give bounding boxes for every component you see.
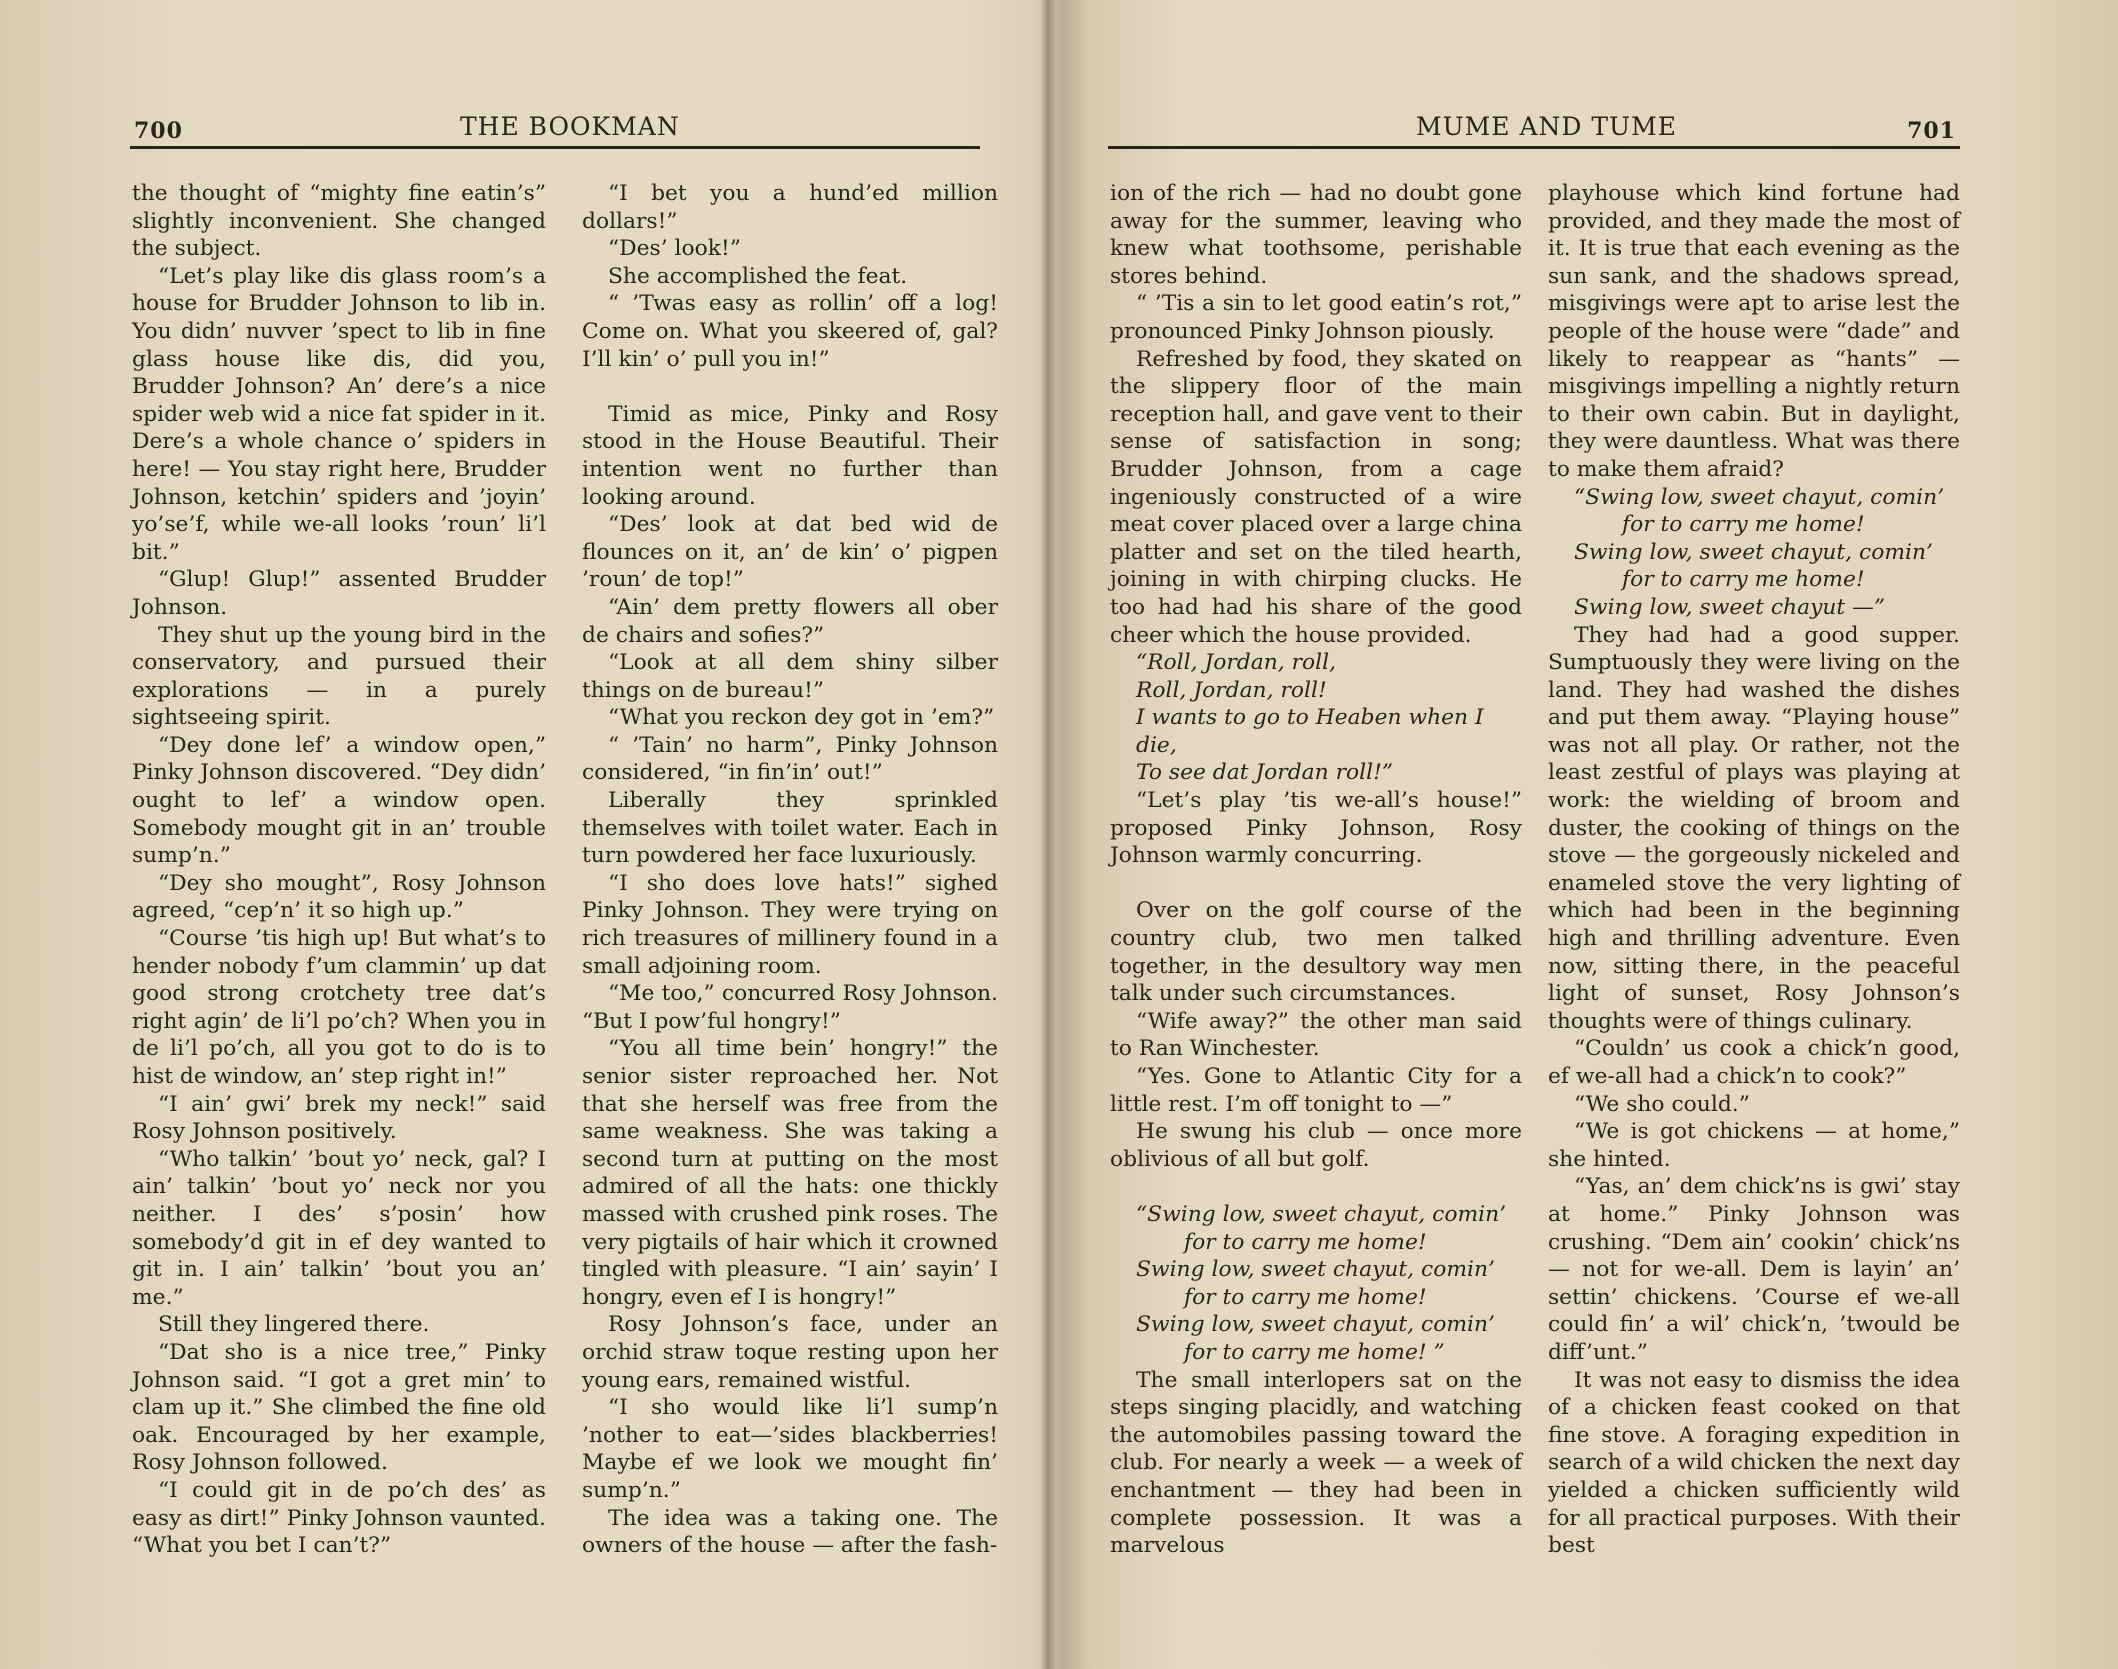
paragraph: “You all time bein’ hongry!” the senior sister reproached her. Not that she herself was free from the same weakness. She was taking a second turn at putting on the most admired of all the hats: one thickly massed with crushed pink roses. The very pigtails of hair which it crowned tingled with pleasure. “I ain’ sayin’ I hongry, even ef I is hongry!” xyxy=(582,1036,998,1310)
paragraph: “Glup! Glup!” assented Brudder Johnson. xyxy=(132,567,546,620)
verse-line: To see dat Jordan roll!” xyxy=(1136,760,1394,786)
verse-line: Swing low, sweet chayut, comin’ xyxy=(1136,1312,1495,1338)
paragraph: ion of the rich — had no doubt gone away for the summer, leaving who knew what toothsome, perishable stores behind. xyxy=(1110,181,1522,289)
paragraph: “We sho could.” xyxy=(1574,1091,1750,1117)
paragraph: “ ’Tis a sin to let good eatin’s rot,” pronounced Pinky Johnson piously. xyxy=(1110,291,1522,344)
paragraph: “Let’s play ’tis we-all’s house!” proposed Pinky Johnson, Rosy Johnson warmly concurring. xyxy=(1110,788,1522,869)
verse-line: “Swing low, sweet chayut, comin’ xyxy=(1574,484,1945,510)
paragraph: Liberally they sprinkled themselves with toilet water. Each in turn powdered her face luxuriously. xyxy=(582,788,998,869)
text-column xyxy=(582,180,998,1560)
paragraph: They shut up the young bird in the conservatory, and pursued their explorations — in a purely sightseeing spirit. xyxy=(132,622,546,731)
verse-block xyxy=(1548,484,1960,622)
paragraph: “Des’ look at dat bed wid de flounces on it, an’ de kin’ o’ pigpen ’roun’ de top!” xyxy=(582,512,998,593)
verse-line: for to carry me home! xyxy=(1622,567,1865,593)
text-column xyxy=(132,180,546,1560)
section-break xyxy=(1110,1173,1522,1201)
paragraph: The small interlopers sat on the steps singing placidly, and watching the automobiles passing toward the club. For nearly a week — a week of enchantment — they had been in complete possession. It was a marvelous xyxy=(1110,1367,1522,1559)
verse-line: for to carry me home! xyxy=(1622,512,1865,538)
paragraph: “Me too,” concurred Rosy Johnson. “But I pow’ful hongry!” xyxy=(582,981,998,1034)
verse-line: for to carry me home! xyxy=(1184,1284,1427,1310)
page-number: 701 xyxy=(1907,118,1956,144)
paragraph: “I could git in de po’ch des’ as easy as dirt!” Pinky Johnson vaunted. “What you bet I can’t?” xyxy=(132,1477,546,1559)
paragraph: She accomplished the feat. xyxy=(608,263,908,289)
paragraph: “I sho would like li’l sump’n ’nother to eat—’sides blackberries! Maybe ef we look we mought fin’ sump’n.” xyxy=(582,1395,998,1503)
left-page xyxy=(130,0,998,1669)
paragraph: “Yas, an’ dem chick’ns is gwi’ stay at home.” Pinky Johnson was crushing. “Dem ain’ cookin’ chick’ns — not for we-all. Dem is layin’ an’ settin’ chickens. ’Course ef we-all could fin’ a wil’ chick’n, ’twould be diff’unt.” xyxy=(1548,1174,1960,1365)
paragraph: “Yes. Gone to Atlantic City for a little rest. I’m off tonight to —” xyxy=(1110,1064,1522,1117)
paragraph: “I sho does love hats!” sighed Pinky Johnson. They were trying on rich treasures of millinery found in a small adjoining room. xyxy=(582,870,998,979)
verse-line: Swing low, sweet chayut, comin’ xyxy=(1136,1257,1495,1283)
right-page xyxy=(1108,0,1960,1669)
verse-block xyxy=(1110,649,1522,787)
running-title: THE BOOKMAN xyxy=(460,112,680,141)
paragraph: playhouse which kind fortune had provided, and they made the most of it. It is true that each evening as the sun sank, and the shadows spread, misgivings were apt to arise lest the people of the house were “dade” and likely to reappear as “hants” — misgivings impelling a nightly return to their own cabin. But in daylight, they were dauntless. What was there to make them afraid? xyxy=(1548,181,1960,482)
paragraph: “Dat sho is a nice tree,” Pinky Johnson said. “I got a gret min’ to clam up it.” She climbed the fine old oak. Encouraged by her example, Rosy Johnson followed. xyxy=(132,1339,546,1476)
verse-line: Swing low, sweet chayut —” xyxy=(1574,594,1886,620)
paragraph: “Course ’tis high up! But what’s to hender nobody f’um clammin’ up dat good strong crotchety tree dat’s right agin’ de li’l po’ch? When you in de li’l po’ch, all you got to do is to hist de window, an’ step right in!” xyxy=(132,926,546,1089)
paragraph: Rosy Johnson’s face, under an orchid straw toque resting upon her young ears, remained wistful. xyxy=(582,1312,998,1393)
running-title: MUME AND TUME xyxy=(1416,112,1677,141)
verse-line: “Swing low, sweet chayut, comin’ xyxy=(1136,1201,1507,1227)
page-number: 700 xyxy=(134,118,183,144)
paragraph: They had had a good supper. Sumptuously they were living on the land. They had washed the dishes and put them away. “Playing house” was not all play. Or rather, not the least zestful of plays was playing at work: the wielding of broom and duster, the cooking of things on the stove — the gorgeously nickeled and enameled stove the very lighting of which had been in the beginning high and thrilling adventure. Even now, sitting there, in the peaceful light of sunset, Rosy Johnson’s thoughts were of things culinary. xyxy=(1548,622,1960,1034)
paragraph: “Des’ look!” xyxy=(608,236,741,262)
paragraph: “Ain’ dem pretty flowers all ober de chairs and sofies?” xyxy=(582,594,998,648)
verse-line: “Roll, Jordan, roll, xyxy=(1136,650,1337,676)
paragraph: “What you reckon dey got in ’em?” xyxy=(608,705,995,731)
paragraph: the thought of “mighty fine eatin’s” slightly inconvenient. She changed the subject. xyxy=(132,181,546,262)
paragraph: Timid as mice, Pinky and Rosy stood in the House Beautiful. Their intention went no further than looking around. xyxy=(582,401,998,510)
verse-line: Roll, Jordan, roll! xyxy=(1136,677,1327,703)
paragraph: Still they lingered there. xyxy=(158,1312,430,1338)
verse-block xyxy=(1110,1201,1522,1367)
header-rule xyxy=(1108,146,1960,149)
section-break xyxy=(582,373,998,401)
text-column xyxy=(1548,180,1960,1560)
paragraph: “I ain’ gwi’ brek my neck!” said Rosy Johnson positively. xyxy=(132,1091,546,1145)
text-column xyxy=(1110,180,1522,1560)
paragraph: “I bet you a hund’ed million dollars!” xyxy=(582,181,998,234)
verse-line: for to carry me home! ” xyxy=(1184,1339,1445,1365)
paragraph: He swung his club — once more oblivious of all but golf. xyxy=(1110,1119,1522,1172)
paragraph: “Who talkin’ ’bout yo’ neck, gal? I ain’ talkin’ ’bout yo’ neck nor you neither. I des’ s’posin’ how somebody’d git in ef dey wanted to git in. I ain’ talkin’ ’bout you an’ me.” xyxy=(132,1146,546,1310)
paragraph: “ ’Tain’ no harm”, Pinky Johnson considered, “in fin’in’ out!” xyxy=(582,732,998,786)
paragraph: “Dey sho mought”, Rosy Johnson agreed, “cep’n’ it so high up.” xyxy=(132,870,546,924)
paragraph: “Dey done lef’ a window open,” Pinky Johnson discovered. “Dey didn’ ought to lef’ a window open. Somebody mought git in an’ trouble sump’n.” xyxy=(132,732,546,869)
paragraph: Refreshed by food, they skated on the slippery floor of the main reception hall, and gave vent to their sense of satisfaction in song; Brudder Johnson, from a cage ingeniously constructed of a wire meat cover placed over a large china platter and set on the tiled hearth, joining in with chirping clucks. He too had had his share of the good cheer which the house provided. xyxy=(1110,346,1522,648)
section-break xyxy=(1110,870,1522,898)
verse-line: I wants to go to Heaben when I die, xyxy=(1136,705,1484,758)
paragraph: “Look at all dem shiny silber things on de bureau!” xyxy=(582,650,998,703)
paragraph: “Couldn’ us cook a chick’n good, ef we-all had a chick’n to cook?” xyxy=(1548,1036,1960,1089)
paragraph: “We is got chickens — at home,” she hinted. xyxy=(1548,1119,1960,1172)
paragraph: The idea was a taking one. The owners of the house — after the fash- xyxy=(582,1505,998,1559)
paragraph: “Wife away?” the other man said to Ran Winchester. xyxy=(1110,1008,1522,1062)
paragraph: It was not easy to dismiss the idea of a chicken feast cooked on that fine stove. A foraging expedition in search of a wild chicken the next day yielded a chicken sufficiently wild for all practical purposes. With their best xyxy=(1548,1367,1960,1559)
header-rule xyxy=(130,146,980,149)
verse-line: Swing low, sweet chayut, comin’ xyxy=(1574,539,1933,565)
paragraph: Over on the golf course of the country club, two men talked together, in the desultory way men talk under such circumstances. xyxy=(1110,898,1522,1007)
book-gutter xyxy=(1040,0,1056,1669)
paragraph: “ ’Twas easy as rollin’ off a log! Come on. What you skeered of, gal? I’ll kin’ o’ pull you in!” xyxy=(582,291,998,372)
verse-line: for to carry me home! xyxy=(1184,1229,1427,1255)
paragraph: “Let’s play like dis glass room’s a house for Brudder Johnson to lib in. You didn’ nuvver ’spect to lib in fine glass house like dis, did you, Brudder Johnson? An’ dere’s a nice spider web wid a nice fat spider in it. Dere’s a whole chance o’ spiders in here! — You stay right here, Brudder Johnson, ketchin’ spiders and ’joyin’ yo’se’f, while we-all looks ’roun’ li’l bit.” xyxy=(132,263,546,565)
